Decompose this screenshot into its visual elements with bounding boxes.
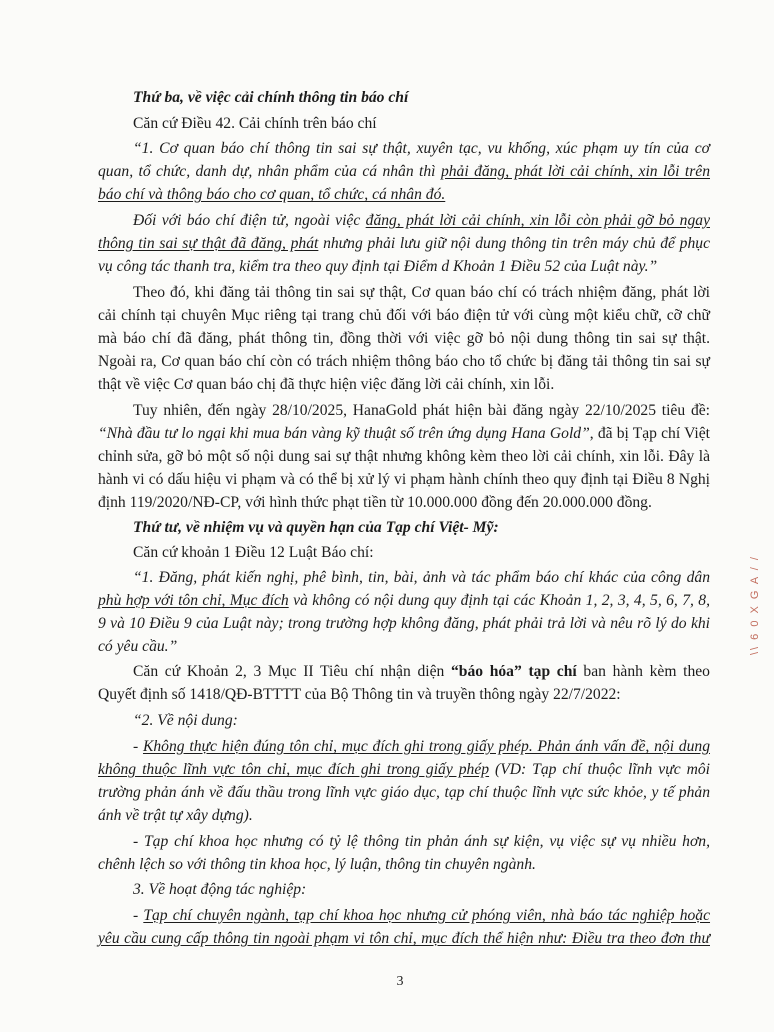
quote1-line2 <box>98 162 710 182</box>
quote3-line7-underlined: Tạp chí chuyên ngành, tạp chí khoa học nhưng cử phóng viên, nhà báo tác nghiệp hoặc <box>143 907 711 924</box>
section4-basis: Căn cứ khoản 1 Điều 12 Luật Báo chí: <box>133 544 374 561</box>
quote3-line7-dash: - <box>133 907 144 924</box>
para-theo-do-line1: Theo đó, khi đăng tải thông tin sai sự thật, Cơ quan báo chí có trách nhiệm đăng, phát lời <box>133 284 710 301</box>
section3-heading: Thứ ba, về việc cải chính thông tin báo chí <box>133 89 409 106</box>
quote2-line1: “1. Đăng, phát kiến nghị, phê bình, tin, bài, ảnh và tác phẩm báo chí khác của công dân <box>133 569 710 586</box>
para-can-cu-text-end: ban hành kèm theo <box>576 663 710 680</box>
quote3-line4: ánh về trật tự xây dựng). <box>98 807 253 824</box>
quote3-line6: chênh lệch so với thông tin khoa học, lý luận, thông tin chuyên ngành. <box>98 856 536 873</box>
quote2-line2 <box>98 591 710 611</box>
para-tuy-nhien-line4: hành vi có dấu hiệu vi phạm và có thể bị xử lý vi phạm hành chính theo quy định tại Điều 8 Nghị <box>98 471 710 488</box>
quote1-line5 <box>98 234 710 254</box>
para-theo-do-line2: cải chính tại chuyên Mục riêng tại trang chủ đối với báo điện tử với cùng một kiểu chữ, cỡ chữ <box>98 307 710 324</box>
quote1-line4-underlined: đăng, phát lời cải chính, xin lỗi còn phải gỡ bỏ ngay <box>365 212 710 229</box>
quote3-heading-content: “2. Về nội dung: <box>133 712 238 729</box>
para-tuy-nhien-line2-text: , đã bị Tạp chí Việt <box>589 425 710 442</box>
para-tuy-nhien-line2 <box>98 424 710 444</box>
para-can-cu-line2: Quyết định số 1418/QĐ-BTTTT của Bộ Thông tin và truyền thông ngày 22/7/2022: <box>98 686 621 703</box>
quote1-line5-text: nhưng phải lưu giữ nội dung thông tin trên máy chủ để phục <box>318 235 710 252</box>
quote1-line2-underlined: phải đăng, phát lời cải chính, xin lỗi trên <box>440 163 710 180</box>
para-can-cu-bold: “báo hóa” tạp chí <box>450 663 577 680</box>
para-tuy-nhien-line5: định 119/2020/NĐ-CP, với hình thức phạt tiền từ 10.000.000 đồng đến 20.000.000 đồng. <box>98 494 652 511</box>
quote3-line7 <box>133 906 710 926</box>
side-stamp: \\ 6 0 X G A / / <box>749 555 761 655</box>
quote1-line3: báo chí và thông báo cho cơ quan, tổ chức, cá nhân đó. <box>98 186 446 203</box>
para-theo-do-line5: thật về việc Cơ quan báo chị đã thực hiện việc đăng lời cải chính, xin lỗi. <box>98 376 555 393</box>
quote2-line2-underlined: phù hợp với tôn chỉ, Mục đích <box>98 592 289 609</box>
quote3-heading-activity: 3. Về hoạt động tác nghiệp: <box>133 881 307 898</box>
quote1-line1: “1. Cơ quan báo chí thông tin sai sự thật, xuyên tạc, vu khống, xúc phạm uy tín của cơ <box>133 140 710 157</box>
para-theo-do-line4: Ngoài ra, Cơ quan báo chí còn có trách nhiệm thông báo cho tổ chức bị đăng tải thông tin sai sự <box>98 353 710 370</box>
quote2-line2-text: và không có nội dung quy định tại các Khoản 1, 2, 3, 4, 5, 6, 7, 8, <box>288 592 710 609</box>
section4-heading: Thứ tư, về nhiệm vụ và quyền hạn của Tạp chí Việt- Mỹ: <box>133 519 499 536</box>
section3-basis: Căn cứ Điều 42. Cải chính trên báo chí <box>133 115 377 132</box>
quote3-line3: trường phản ánh về đấu thầu trong lĩnh vực giáo dục, tạp chí thuộc lĩnh vực sức khỏe, y tế phản <box>98 784 710 801</box>
para-theo-do-line3: mà báo chí đã đăng, phát thông tin, đồng thời với việc gỡ bỏ nội dung thông tin sai sự thật. <box>98 330 710 347</box>
quote3-line1 <box>133 737 710 757</box>
quote1-line4-text: Đối với báo chí điện tử, ngoài việc <box>133 212 366 229</box>
quote3-line5: - Tạp chí khoa học nhưng có tỷ lệ thông tin phản ánh sự kiện, vụ việc sự vụ nhiều hơn, <box>133 833 710 850</box>
quote1-line2-text: quan, tổ chức, danh dự, nhân phẩm của cá nhân thì <box>98 163 441 180</box>
quote1-line4 <box>133 211 710 231</box>
quote3-line2 <box>98 760 710 780</box>
quote3-line2-text: (VD: Tạp chí thuộc lĩnh vực môi <box>489 761 710 778</box>
para-tuy-nhien-line3: chỉnh sửa, gỡ bỏ một số nội dung sai sự thật nhưng không kèm theo lời cải chính, xin lỗi. Đây là <box>98 448 710 465</box>
quote2-line3: 9 và 10 Điều 9 của Luật này; trong trường hợp không đăng, phát phải trả lời và nêu rõ lý do khi <box>98 615 710 632</box>
quote3-line1-underlined: Không thực hiện đúng tôn chỉ, mục đích ghi trong giấy phép. Phản ánh vấn đề, nội dung <box>142 738 710 755</box>
para-can-cu-line1 <box>133 662 710 682</box>
para-tuy-nhien-line1: Tuy nhiên, đến ngày 28/10/2025, HanaGold phát hiện bài đăng ngày 22/10/2025 tiêu đề: <box>133 402 710 419</box>
article-title: “Nhà đầu tư lo ngại khi mua bán vàng kỹ thuật số trên ứng dụng Hana Gold” <box>98 425 590 442</box>
quote1-line6: vụ công tác thanh tra, kiểm tra theo quy định tại Điểm d Khoản 1 Điều 52 của Luật này.” <box>98 258 658 275</box>
para-can-cu-text: Căn cứ Khoản 2, 3 Mục II Tiêu chí nhận diện <box>133 663 451 680</box>
quote2-line4: có yêu cầu.” <box>98 638 178 655</box>
quote1-line5-underlined: thông tin sai sự thật đã đăng, phát <box>98 235 319 252</box>
quote3-line2-underlined: không thuộc lĩnh vực tôn chỉ, mục đích ghi trong giấy phép <box>98 761 490 778</box>
quote3-line1-dash: - <box>133 738 143 755</box>
page-number: 3 <box>396 974 404 989</box>
quote3-line8: yêu cầu cung cấp thông tin ngoài phạm vi tôn chỉ, mục đích thể hiện như: Điều tra theo đơn thư <box>98 930 710 947</box>
